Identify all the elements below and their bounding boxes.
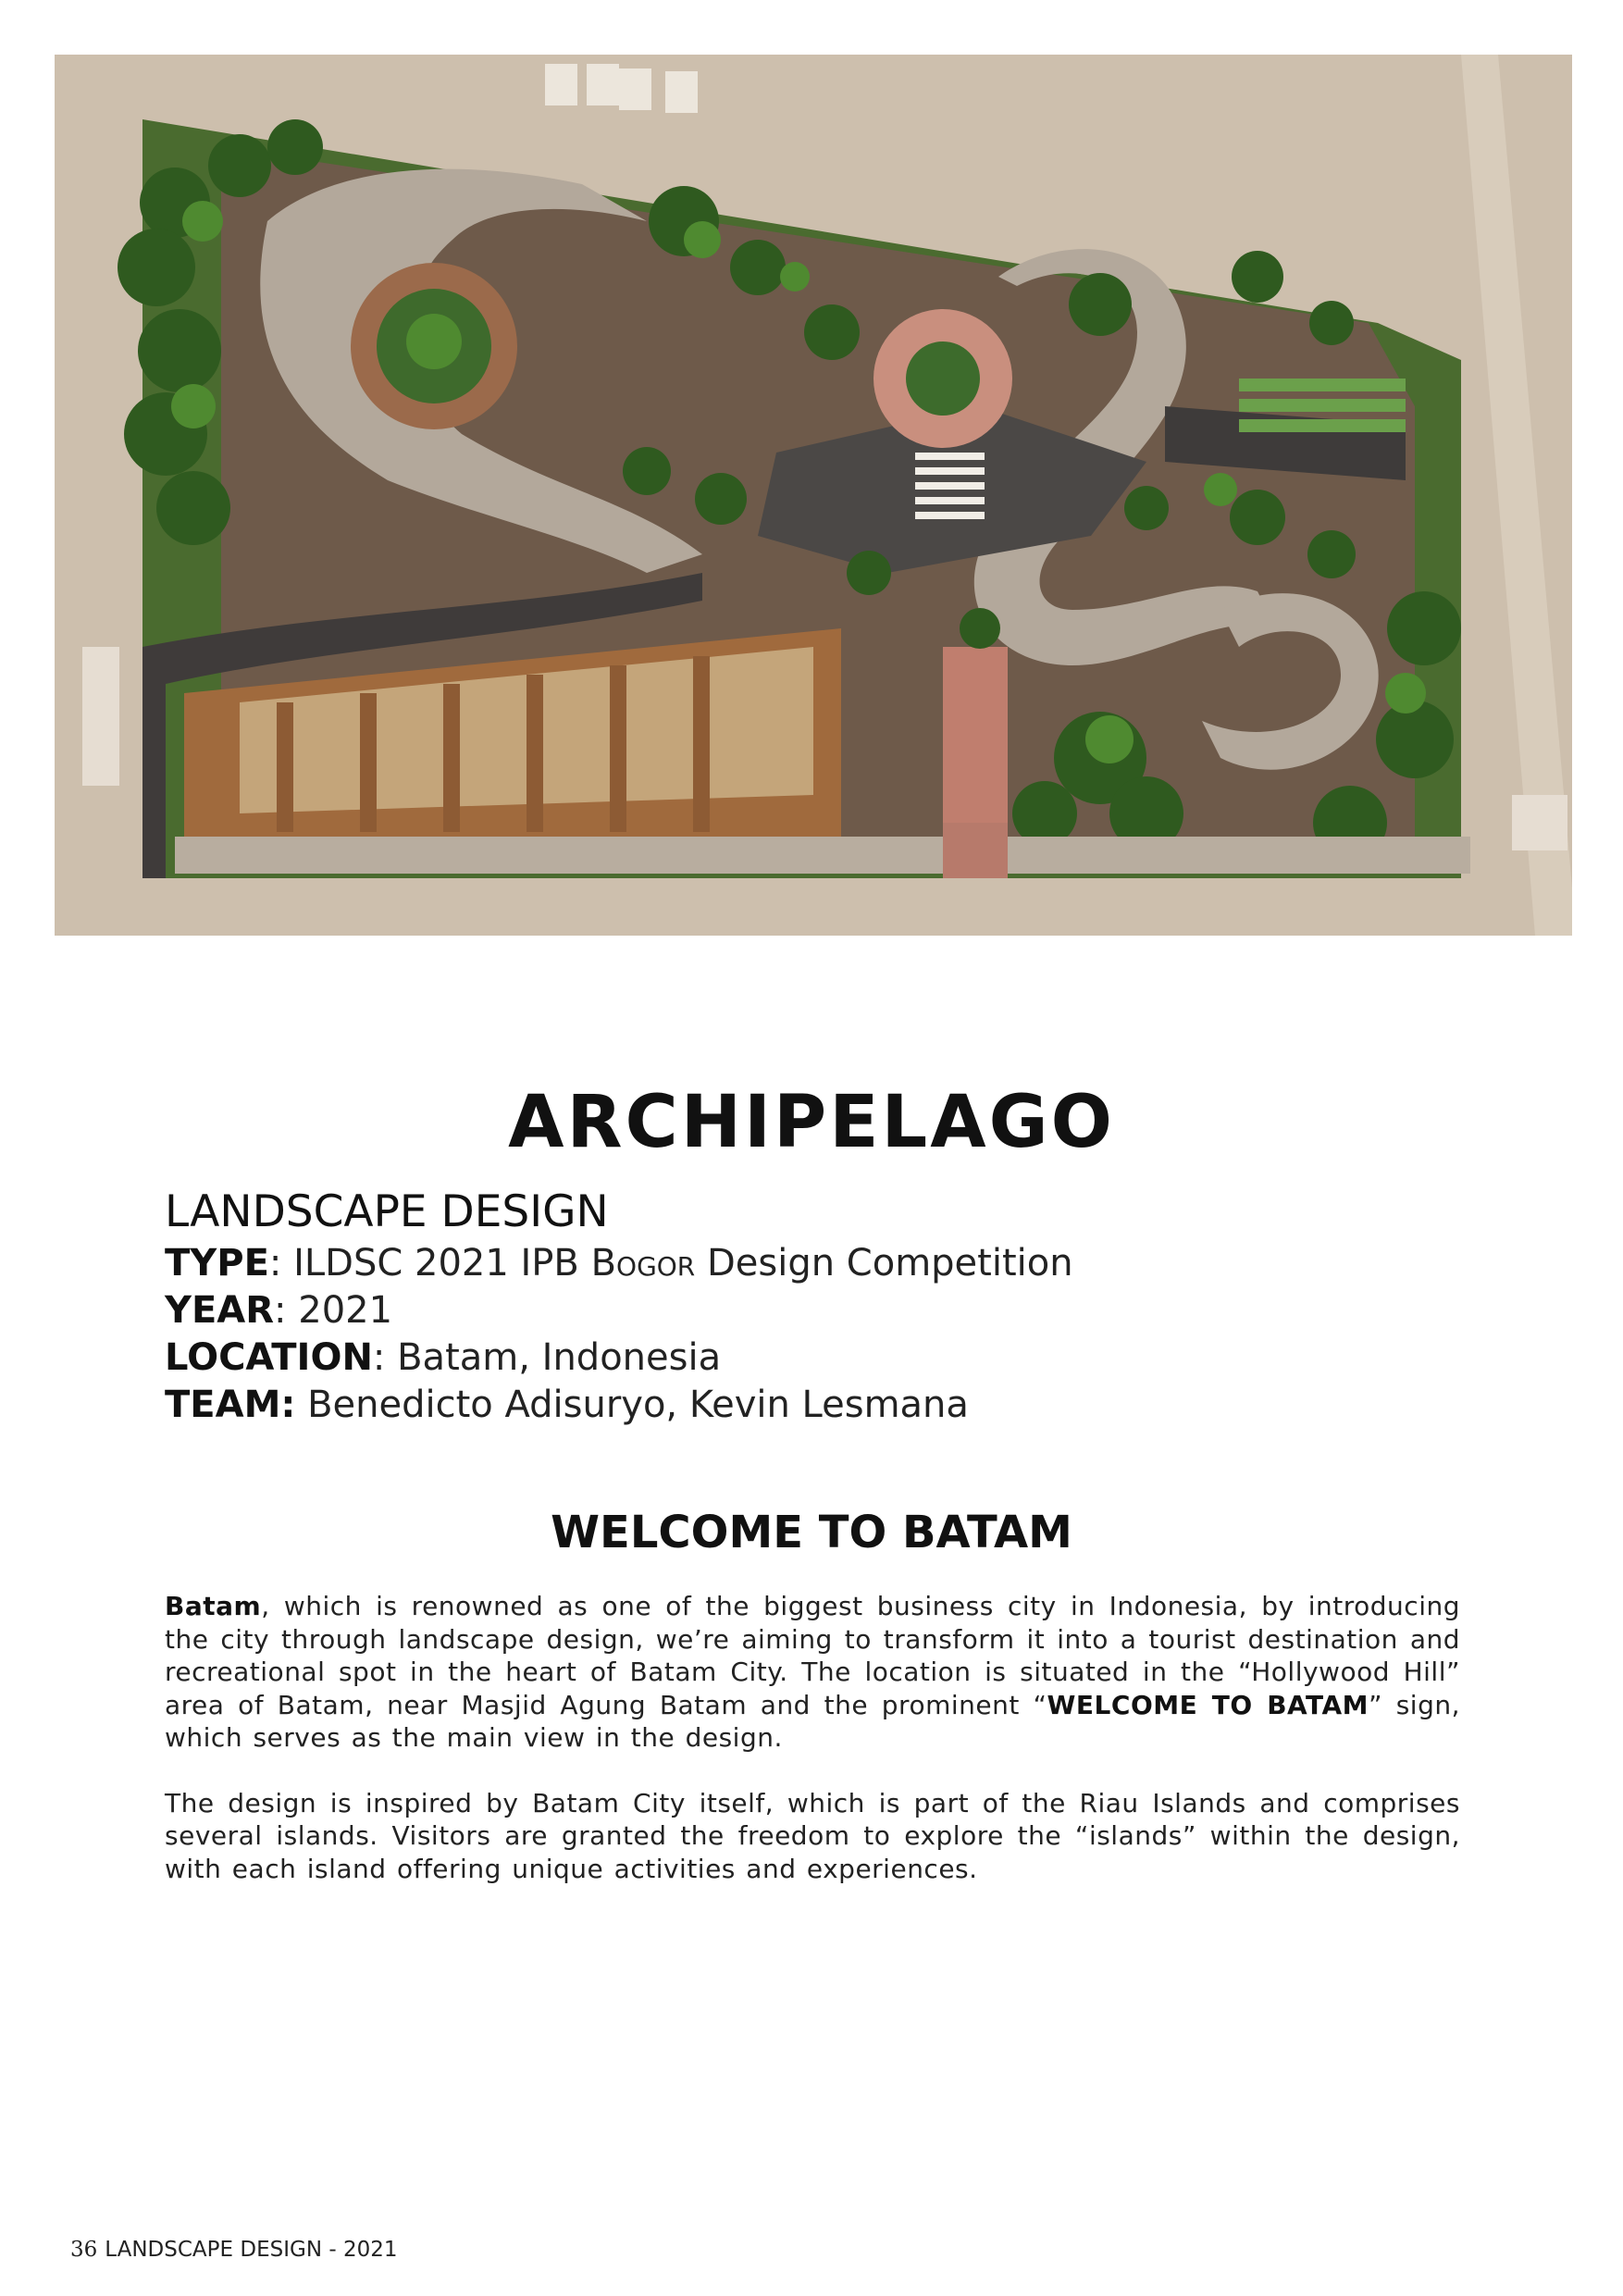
paragraph-2: The design is inspired by Batam City itself, which is part of the Riau Islands and comprises several islands. Visitors are granted the freedom to explore the “islands” within the design, with each island offering unique activities and experiences. <box>165 1787 1460 1884</box>
team-label: TEAM: <box>165 1384 296 1426</box>
description <box>165 1590 1460 1885</box>
page-number: 36 <box>70 2238 98 2262</box>
paragraph-1-text-b: ” sign, which serves as the main view in the design. <box>165 1689 1460 1753</box>
type-value-post: Design Competition <box>695 1242 1073 1285</box>
location-label: LOCATION <box>165 1336 373 1379</box>
team-row <box>165 1382 1460 1429</box>
site-plan-illustration <box>55 55 1572 936</box>
paragraph-1-bold-mid: WELCOME TO BATAM <box>1047 1689 1369 1720</box>
site-plan-render <box>55 55 1572 936</box>
project-info <box>165 1186 1460 1429</box>
year-value: : 2021 <box>274 1289 393 1332</box>
section-heading: WELCOME TO BATAM <box>551 1507 1072 1558</box>
year-row <box>165 1287 1460 1334</box>
paragraph-1-text-a: , which is renowned as one of the biggest business city in Indonesia, by introducing the city through landscape design, we’re aiming to transform it into a tourist destination and recreational spot in the heart of Batam City. The location is situated in the “Hollywood Hill” area of Batam, near Masjid Agung Batam and the prominent “ <box>165 1591 1460 1720</box>
team-value: Benedicto Adisuryo, Kevin Lesmana <box>295 1384 969 1426</box>
paragraph-1-bold-start: Batam <box>165 1591 262 1621</box>
paragraph-1 <box>165 1590 1460 1755</box>
location-value: : Batam, Indonesia <box>372 1336 722 1379</box>
year-label: YEAR <box>165 1289 275 1332</box>
project-category: LANDSCAPE DESIGN <box>165 1186 609 1237</box>
page-footer <box>70 2238 398 2262</box>
location-row <box>165 1334 1460 1382</box>
type-value-pre: : ILDSC 2021 IPB <box>268 1242 591 1285</box>
project-title: ARCHIPELAGO <box>508 1081 1115 1164</box>
type-row <box>165 1240 1460 1287</box>
footer-label: LANDSCAPE DESIGN - 2021 <box>105 2238 398 2262</box>
type-label: TYPE <box>165 1242 269 1285</box>
type-value-bogor: Bogor <box>590 1242 696 1285</box>
